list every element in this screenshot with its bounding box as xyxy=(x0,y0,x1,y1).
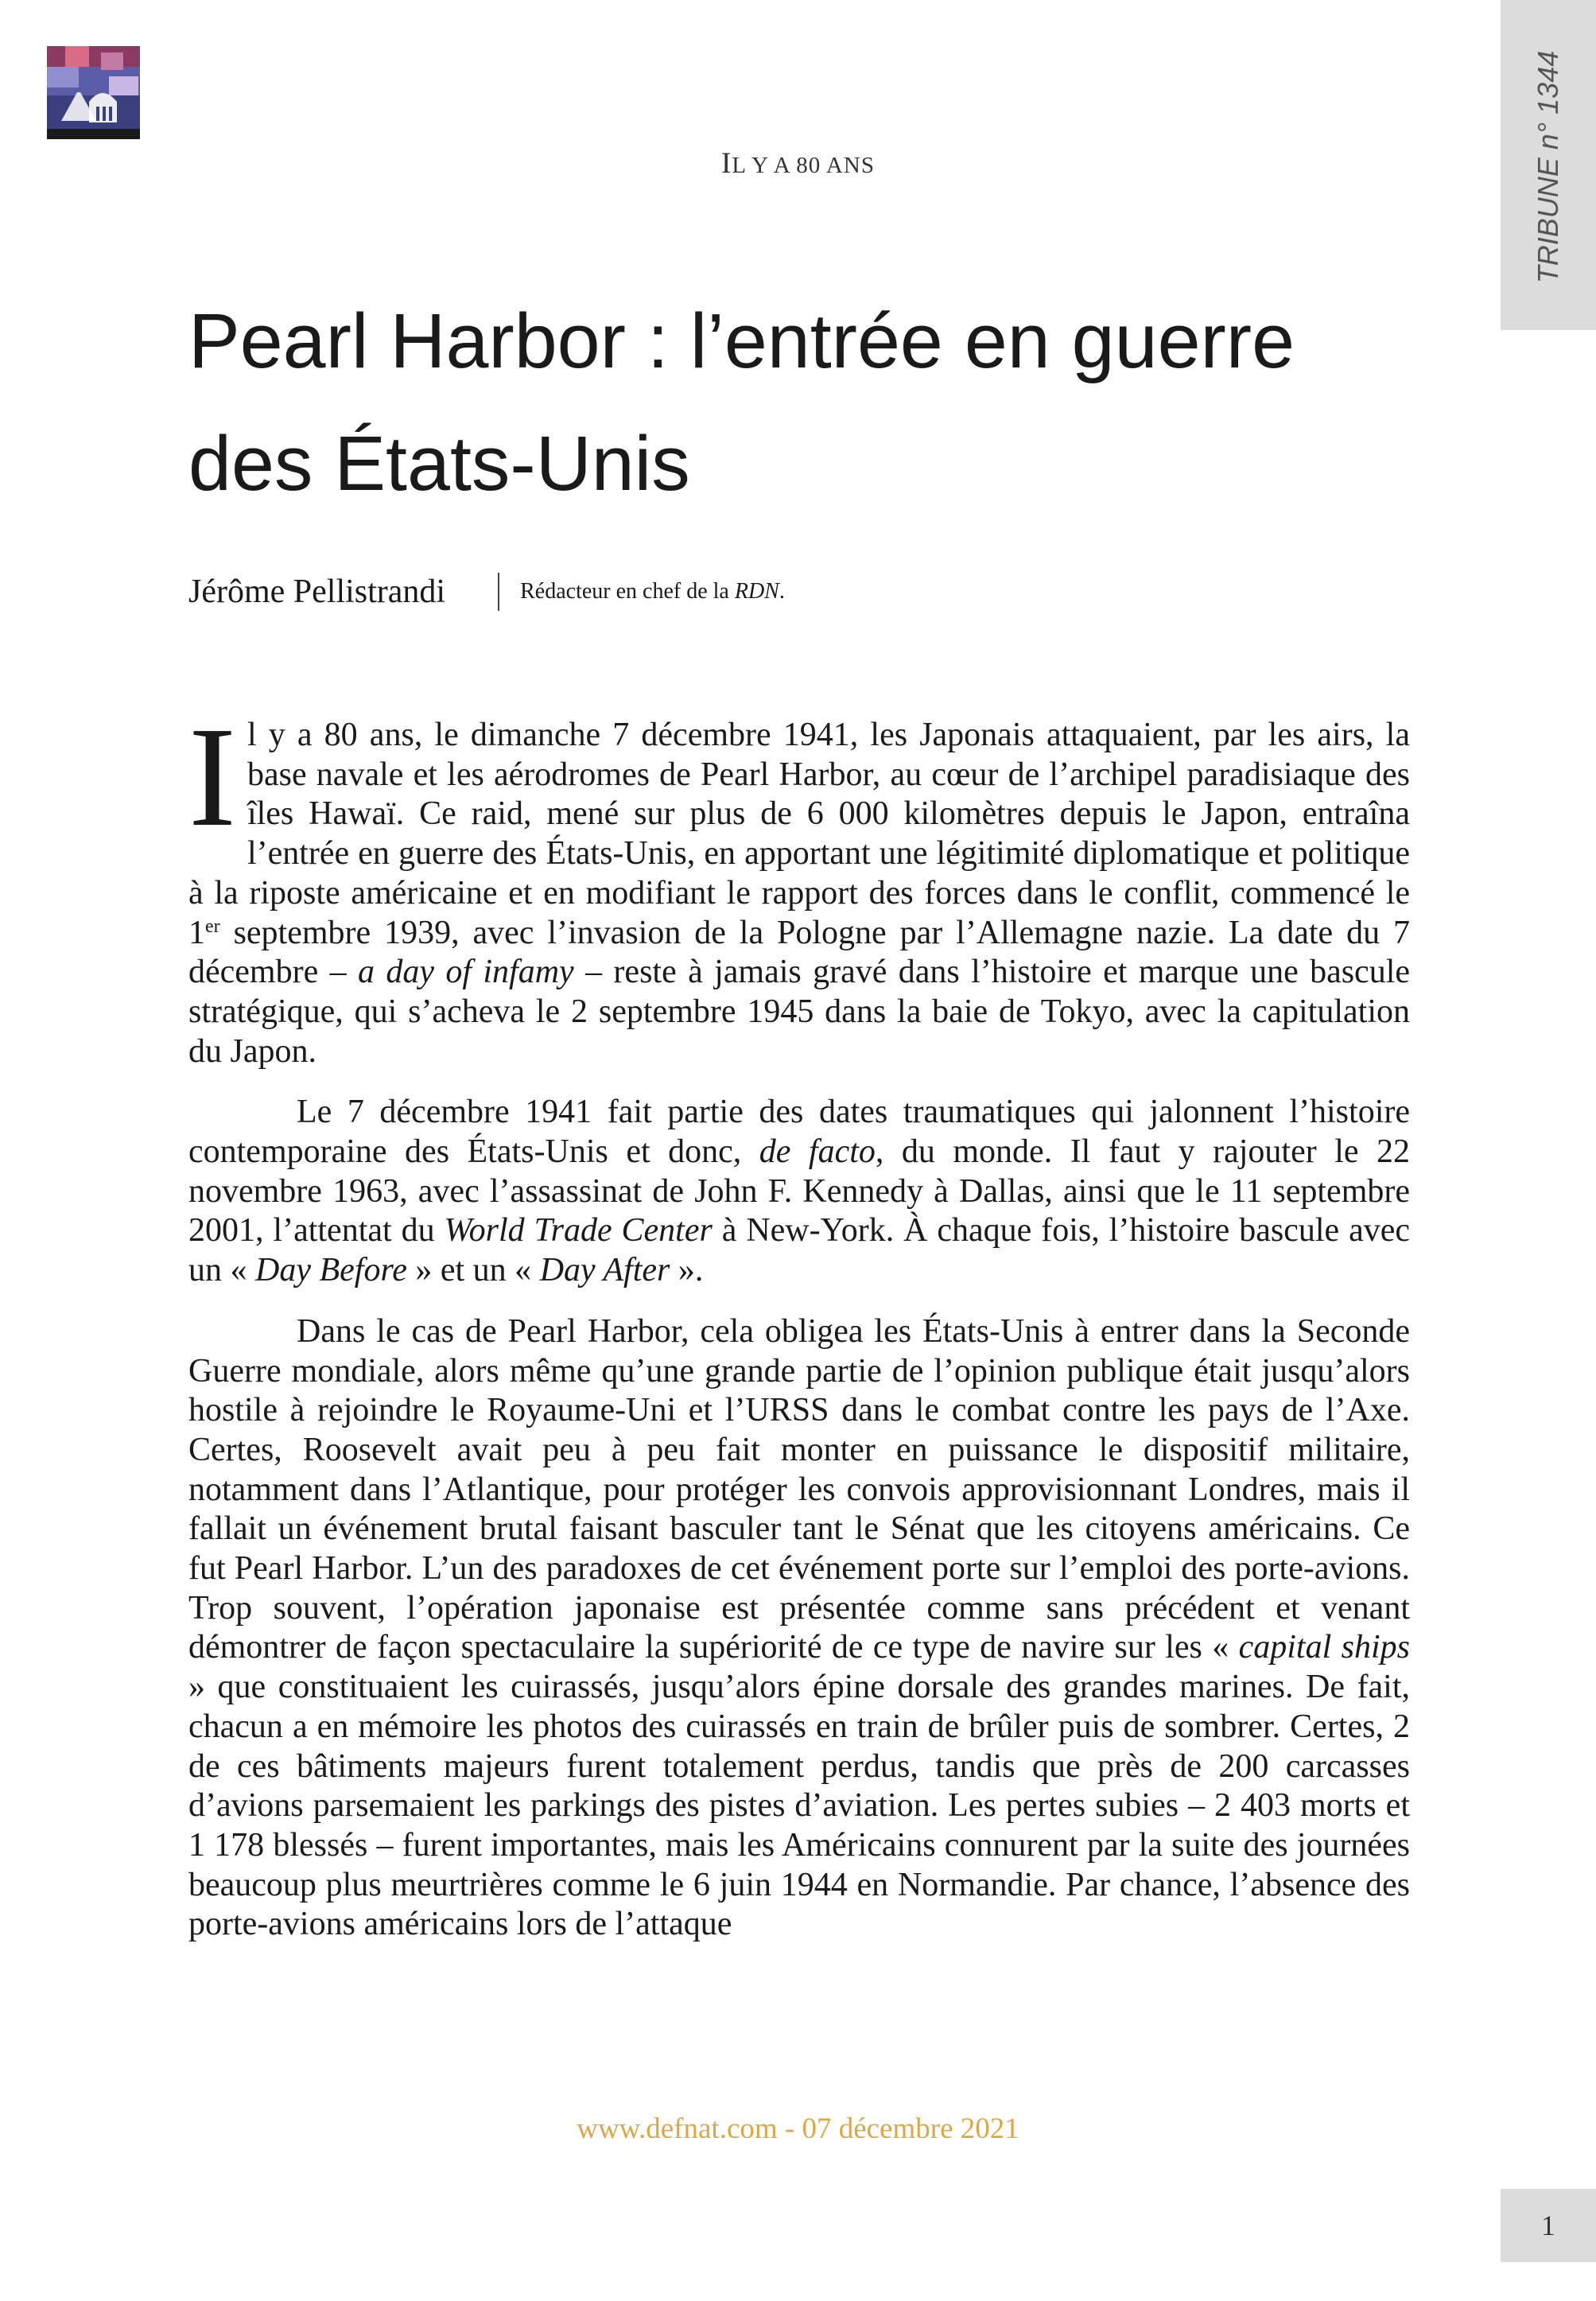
title-line-1: Pearl Harbor : l’entrée en guerre xyxy=(188,297,1295,384)
paragraph-1 xyxy=(188,698,1411,1071)
p2-text-5: ». xyxy=(670,1252,704,1289)
kicker-text: L Y A 80 ANS xyxy=(732,153,875,178)
author-name: Jérôme Pellistrandi xyxy=(188,573,446,610)
article-title xyxy=(188,280,1477,525)
paragraph-2 xyxy=(188,1093,1410,1291)
p3-text-2: » que constituaient les cuirassés, jusqu’alors épine dorsale des grandes marines. De fait, chacun a en mémoire les photos des cuirassés en train de brûler puis de sombrer. Certes, 2 de ces bâtiments majeurs furent totalement perdus, tandis que près de 200 carcasses d’avions parsemaient les parkings des pistes d’aviation. Les pertes subies – 2 403 morts et 1 178 blessés – furent importantes, mais les Américains connurent par la suite des journées beaucoup plus meurtrières comme le 6 juin 1944 en Normandie. Par chance, l’absence des porte-avions américains lors de l’attaque xyxy=(188,1669,1410,1943)
p1-emphasis-1: a day of infamy xyxy=(357,954,574,991)
author-role-publication: RDN xyxy=(734,579,779,604)
p3-text-1: Dans le cas de Pearl Harbor, cela obligea les États-Unis à entrer dans la Seconde Guerre mondiale, alors même qu’une grande partie de l’opinion publique était jusqu’alors hostile à rejoindre le Royaume-Uni et l’URSS dans le combat contre les pays de l’Axe. Certes, Roosevelt avait peu à peu fait monter en puissance le dispositif militaire, notamment dans l’Atlantique, pour protéger les convois approvisionnant Londres, mais il fallait un événement brutal faisant basculer tant le Sénat que les citoyens américains. Ce fut Pearl Harbor. L’un des paradoxes de cet événement porte sur l’emploi des porte-avions. Trop souvent, l’opération japonaise est présentée comme sans précédent et venant démontrer de façon spectaculaire la supériorité de ce type de navire sur les « xyxy=(188,1312,1410,1666)
defnat-logo-icon xyxy=(45,45,142,141)
p2-text-2: , du monde. Il faut y rajouter le 22 novembre 1963, avec l’assassinat de John F. Kennedy à Dallas, ainsi que le 11 septembre 2001, l’attentat du xyxy=(188,1133,1411,1250)
p2-emphasis-3: Day Before xyxy=(255,1252,407,1289)
article-body xyxy=(188,698,1411,1966)
author-role-prefix: Rédacteur en chef de la xyxy=(520,579,735,604)
drop-cap: I xyxy=(188,698,236,856)
paragraph-3 xyxy=(188,1312,1410,1945)
byline xyxy=(188,569,785,614)
page-number xyxy=(1501,2189,1596,2262)
byline-divider xyxy=(498,573,499,611)
p2-emphasis-2: World Trade Center xyxy=(444,1212,713,1250)
p1-text-3: – reste à jamais gravé dans l’histoire et marque une bascule stratégique, qui s’acheva le 2 septembre 1945 dans la baie de Tokyo, avec la capitulation du Japon. xyxy=(188,954,1411,1070)
author-role-suffix: . xyxy=(779,579,785,604)
logo-graphic xyxy=(45,45,142,141)
tribune-label: TRIBUNE n° 1344 xyxy=(1532,50,1564,284)
author-role xyxy=(520,579,785,604)
p2-emphasis-1: de facto xyxy=(759,1133,876,1171)
p2-text-4: » et un « xyxy=(406,1252,540,1289)
p2-text-1: Le 7 décembre 1941 fait partie des dates traumatiques qui jalonnent l’histoire contemporaine des États-Unis et donc, xyxy=(188,1094,1410,1171)
page-number-value: 1 xyxy=(1541,2210,1555,2241)
title-line-2: des États-Unis xyxy=(188,420,690,507)
p2-text-3: à New-York. À chaque fois, l’histoire bascule avec un « xyxy=(188,1212,1410,1289)
p3-emphasis-1: capital ships xyxy=(1238,1629,1410,1666)
kicker-initial: I xyxy=(721,147,732,180)
p1-text-1: l y a 80 ans, le dimanche 7 décembre 1941, les Japonais attaquaient, par les airs, la base navale et les aérodromes de Pearl Harbor, au cœur de l’archipel paradisiaque des îles Hawaï. Ce raid, mené sur plus de 6 000 kilomètres depuis le Japon, entraîna l’entrée en guerre des États-Unis, en apportant une légitimité diplomatique et politique à la riposte américaine et en modifiant le rapport des forces dans le conflit, commencé le 1 xyxy=(188,717,1410,951)
footer-url-date: www.defnat.com - 07 décembre 2021 xyxy=(577,2112,1019,2145)
section-kicker xyxy=(0,146,1596,181)
p2-emphasis-4: Day After xyxy=(539,1252,670,1289)
p1-text-2: septembre 1939, avec l’invasion de la Pologne par l’Allemagne nazie. La date du 7 décembre – xyxy=(188,914,1410,991)
p1-superscript: er xyxy=(205,915,220,937)
